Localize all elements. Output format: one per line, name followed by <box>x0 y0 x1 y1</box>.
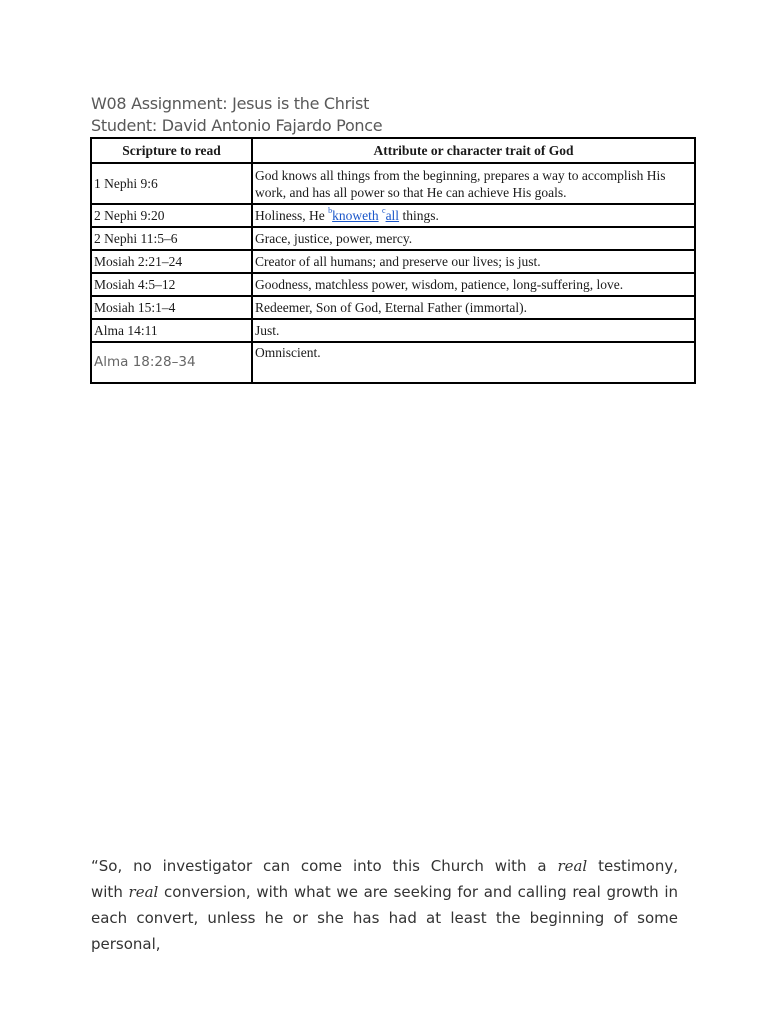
emphasis-real: real <box>128 883 159 901</box>
attribute-cell: Goodness, matchless power, wisdom, patience, long-suffering, love. <box>252 273 695 296</box>
table-row <box>91 319 695 342</box>
quote-text: with <box>91 883 129 901</box>
assignment-title: W08 Assignment: Jesus is the Christ <box>91 94 370 113</box>
table-header-row <box>91 138 695 163</box>
table-row <box>91 227 695 250</box>
footnote-c[interactable]: c <box>382 206 386 215</box>
table-row <box>91 204 695 227</box>
table-row <box>91 273 695 296</box>
scripture-ref: 1 Nephi 9:6 <box>91 163 252 204</box>
attribute-text-end: things. <box>399 208 439 223</box>
quote-text: testimony, <box>587 857 679 875</box>
attribute-cell <box>252 204 695 227</box>
scripture-table <box>90 137 696 384</box>
scripture-ref: Mosiah 4:5–12 <box>91 273 252 296</box>
table-row <box>91 342 695 383</box>
attribute-text: Holiness, He <box>255 208 329 223</box>
attribute-cell: Creator of all humans; and preserve our lives; is just. <box>252 250 695 273</box>
quote-text: “So, no investigator can come into this Church with a <box>91 857 558 875</box>
quote-text: conversion, with what we are seeking for and calling real growth in <box>158 883 679 901</box>
footnote-b[interactable]: b <box>328 206 333 215</box>
table-row <box>91 250 695 273</box>
scripture-ref: Mosiah 15:1–4 <box>91 296 252 319</box>
column-header-scripture: Scripture to read <box>91 138 252 163</box>
document-heading <box>91 93 382 137</box>
student-name: Student: David Antonio Fajardo Ponce <box>91 116 383 135</box>
attribute-cell: Redeemer, Son of God, Eternal Father (immortal). <box>252 296 695 319</box>
attribute-cell: Grace, justice, power, mercy. <box>252 227 695 250</box>
scripture-ref: 2 Nephi 11:5–6 <box>91 227 252 250</box>
quote-paragraph <box>91 853 678 957</box>
quote-line <box>91 853 678 879</box>
scripture-ref: Mosiah 2:21–24 <box>91 250 252 273</box>
quote-line: each convert, unless he or she has had at least the beginning of some personal, <box>91 909 678 953</box>
knoweth-link[interactable]: knoweth <box>332 208 379 223</box>
all-link[interactable]: all <box>385 208 400 223</box>
scripture-ref: 2 Nephi 9:20 <box>91 204 252 227</box>
scripture-ref: Alma 18:28–34 <box>91 342 252 383</box>
emphasis-real: real <box>557 857 588 875</box>
table-row <box>91 163 695 204</box>
attribute-cell: God knows all things from the beginning, prepares a way to accomplish His work, and has all power so that He can achieve His goals. <box>252 163 695 204</box>
scripture-ref: Alma 14:11 <box>91 319 252 342</box>
table-row <box>91 296 695 319</box>
column-header-attribute: Attribute or character trait of God <box>252 138 695 163</box>
attribute-cell: Omniscient. <box>252 342 695 383</box>
attribute-cell: Just. <box>252 319 695 342</box>
quote-line <box>91 879 678 905</box>
